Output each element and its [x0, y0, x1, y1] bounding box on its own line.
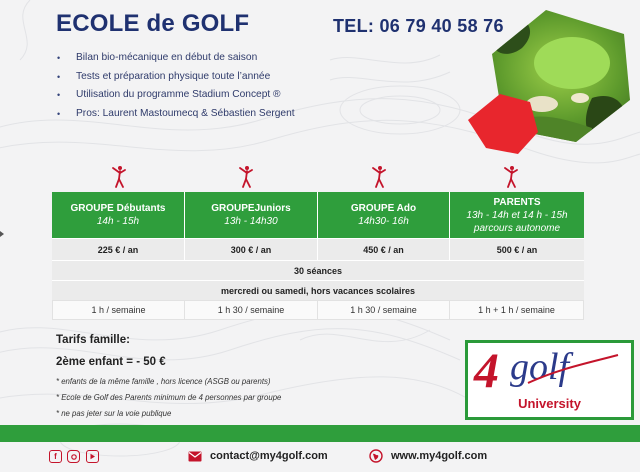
left-edge-marker — [0, 231, 4, 237]
frequency-row — [52, 300, 584, 320]
group-extra: parcours autonome — [473, 222, 561, 234]
footnote: * ne pas jeter sur la voie publique — [56, 409, 172, 418]
group-name: GROUPE Ado — [350, 203, 417, 214]
table-header-row — [52, 192, 584, 238]
group-time: 14h30- 16h — [358, 216, 409, 227]
schedule-row: mercredi ou samedi, hors vacances scolaires — [52, 280, 584, 300]
group-header — [450, 192, 584, 238]
mail-icon — [188, 451, 202, 462]
family-pricing-title: Tarifs famille: — [56, 334, 130, 346]
golf-course-hexagon-image — [462, 8, 640, 158]
price-cell: 300 € / an — [185, 238, 318, 260]
footnote: * enfants de la même famille , hors licence (ASGB ou parents) — [56, 377, 271, 386]
bullet-icon: • — [57, 90, 61, 100]
price-cell: 225 € / an — [52, 238, 185, 260]
youtube-icon[interactable] — [86, 450, 99, 463]
group-header — [185, 192, 318, 238]
logo-subtitle: University — [518, 396, 581, 411]
group-time: 14h - 15h — [96, 216, 140, 227]
4golf-university-logo — [465, 340, 634, 420]
footnote: * Ecole de Golf des Parents minimum de 4 personnes par groupe — [56, 393, 282, 402]
logo-digit: 4 — [474, 343, 499, 397]
instagram-icon[interactable] — [67, 450, 80, 463]
second-child-discount: 2ème enfant = - 50 € — [56, 356, 166, 368]
price-row — [52, 238, 584, 260]
group-time: 13h - 14h30 — [224, 216, 278, 227]
golfer-icons-row — [0, 165, 640, 191]
frequency-cell: 1 h / semaine — [52, 300, 185, 320]
pricing-table — [52, 192, 584, 320]
facebook-icon[interactable]: f — [49, 450, 62, 463]
golfer-icon — [235, 165, 257, 189]
list-item: • Tests et préparation physique toute l’année — [56, 68, 356, 87]
list-item: • Utilisation du programme Stadium Concept ® — [56, 86, 356, 105]
footer — [0, 442, 640, 472]
group-name: PARENTS — [493, 196, 541, 208]
price-cell: 450 € / an — [318, 238, 450, 260]
list-item: • Pros: Laurent Mastoumecq & Sébastien Sergent — [56, 105, 356, 124]
group-header — [318, 192, 450, 238]
green-footer-band — [0, 425, 640, 442]
email-link[interactable]: contact@my4golf.com — [210, 450, 328, 462]
group-header — [52, 192, 185, 238]
website-link[interactable]: www.my4golf.com — [391, 450, 488, 462]
logo-mark — [468, 343, 631, 397]
page-title: ECOLE de GOLF — [56, 10, 250, 37]
logo-word: golf — [510, 346, 570, 388]
feature-list — [56, 49, 356, 123]
phone-number: TEL: 06 79 40 58 76 — [333, 16, 504, 36]
price-cell: 500 € / an — [450, 238, 584, 260]
group-name: GROUPEJuniors — [211, 203, 291, 214]
sessions-row: 30 séances — [52, 260, 584, 280]
bullet-icon: • — [57, 53, 61, 63]
frequency-cell: 1 h + 1 h / semaine — [450, 300, 584, 320]
group-time: 13h - 14h et 14 h - 15h — [466, 209, 568, 221]
group-name: GROUPE Débutants — [70, 203, 166, 214]
frequency-cell: 1 h 30 / semaine — [185, 300, 318, 320]
golfer-icon — [368, 165, 390, 189]
frequency-cell: 1 h 30 / semaine — [318, 300, 450, 320]
golfer-icon — [500, 165, 522, 189]
globe-icon — [369, 449, 383, 463]
bullet-icon: • — [57, 71, 61, 82]
red-hexagon-decoration — [468, 94, 538, 154]
bullet-icon: • — [57, 108, 61, 119]
golfer-icon — [108, 165, 130, 189]
list-item: • Bilan bio-mécanique en début de saison — [56, 49, 356, 68]
